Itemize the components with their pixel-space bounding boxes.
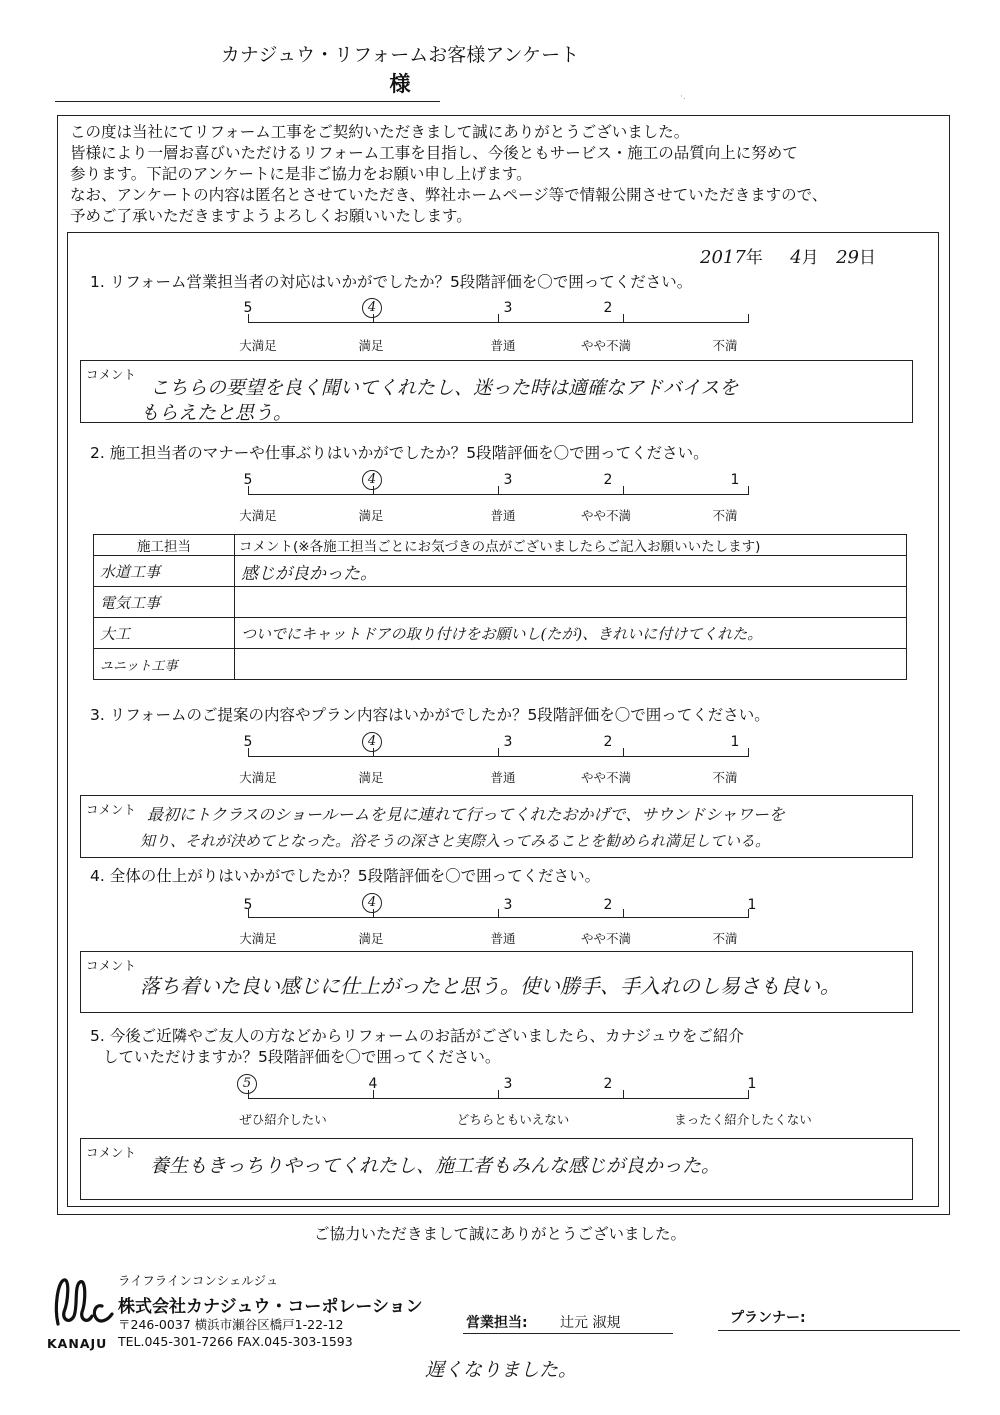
date-year-unit: 年	[745, 248, 763, 268]
intro-line: この度は当社にてリフォーム工事をご契約いただきまして誠にありがとうございました。	[70, 123, 690, 141]
company-address: 〒246-0037 横浜市瀬谷区橋戸1-22-12	[118, 1317, 344, 1332]
selected-rating-circle: 4	[362, 893, 382, 913]
date-day: 29	[836, 247, 859, 268]
selected-rating-circle: 4	[362, 732, 382, 752]
comment-q4-line1: 落ち着いた良い感じに仕上がったと思う。使い勝手、手入れのし易さも良い。	[140, 974, 840, 998]
comment-label: コメント	[86, 802, 137, 817]
date-year: 2017	[700, 247, 746, 268]
intro-text	[70, 122, 940, 227]
intro-line: 参ります。下記のアンケートに是非ご協力をお願い申し上げます。	[70, 165, 532, 183]
scale-num-1: 1	[747, 897, 757, 913]
table-row	[94, 618, 907, 649]
scale-label: 大満足	[239, 338, 277, 353]
company-tagline: ライフラインコンシェルジュ	[118, 1273, 279, 1288]
company-name: 株式会社カナジュウ・コーポレーション	[118, 1297, 423, 1317]
handwritten-note: 遅くなりました。	[425, 1359, 578, 1381]
scale-num-2: 2	[603, 897, 613, 913]
scale-num-5: 5	[243, 897, 253, 913]
worker-comment	[235, 649, 907, 680]
comment-label: コメント	[86, 367, 137, 382]
comment-label: コメント	[86, 1145, 137, 1160]
comment-q5-line1: 養生もきっちりやってくれたし、施工者もみんな感じが良かった。	[150, 1155, 721, 1177]
selected-rating-circle: 5	[237, 1074, 257, 1094]
comment-label: コメント	[86, 958, 137, 973]
comment-q3-line1: 最初にトクラスのショールームを見に連れて行ってくれたおかげで、サウンドシャワーを	[147, 805, 785, 824]
table-row	[94, 649, 907, 680]
scale-label: 普通	[490, 931, 516, 946]
scale-label: やや不満	[580, 508, 631, 523]
scale-label: 不満	[712, 338, 738, 353]
date-month: 4	[790, 247, 802, 268]
scale-num-5: 5	[243, 734, 253, 750]
scale-num-3: 3	[503, 897, 513, 913]
worker-comment: ついでにキャットドアの取り付けをお願いし(たが)、きれいに付けてくれた。	[235, 618, 907, 649]
table-header-worker: 施工担当	[94, 535, 235, 556]
scale-label: 満足	[358, 931, 384, 946]
scale-num-1: 1	[747, 1076, 757, 1092]
selected-rating-circle: 4	[362, 298, 382, 318]
scale-tick	[623, 748, 624, 757]
table-row	[94, 556, 907, 587]
sales-rep-underline	[463, 1333, 673, 1334]
scan-speck: ·.	[680, 92, 686, 102]
scale-num-2: 2	[603, 734, 613, 750]
scale-tick	[748, 314, 749, 323]
scale-tick	[623, 1090, 624, 1099]
scale-num-1: 1	[730, 734, 740, 750]
worker-comment	[235, 587, 907, 618]
scale-num-5: 5	[243, 472, 253, 488]
question-5-line1: 5. 今後ご近隣やご友人の方などからリフォームのお話がございましたら、カナジュウをご紹介	[90, 1027, 744, 1045]
scale-label: どちらともいえない	[456, 1112, 570, 1127]
worker-name: 電気工事	[94, 587, 235, 618]
worker-name: ユニット工事	[94, 649, 235, 680]
scale-tick	[748, 748, 749, 757]
worker-name: 水道工事	[94, 556, 235, 587]
scale-label: 満足	[358, 508, 384, 523]
scale-label: 大満足	[239, 508, 277, 523]
scale-num-4: 4	[368, 1076, 378, 1092]
kanaju-logo-icon	[52, 1272, 117, 1332]
scale-label: 満足	[358, 770, 384, 785]
scale-label: 満足	[358, 338, 384, 353]
scale-tick	[748, 486, 749, 495]
response-date	[700, 243, 876, 268]
scale-tick	[623, 314, 624, 323]
survey-title: カナジュウ・リフォームお客様アンケート	[220, 44, 580, 66]
question-4: 4. 全体の仕上がりはいかがでしたか？5段階評価を〇で囲ってください。	[90, 867, 601, 885]
scale-label: 普通	[490, 338, 516, 353]
logo-word: KANAJU	[47, 1336, 108, 1351]
scale-label: 不満	[712, 931, 738, 946]
sales-rep-label: 営業担当:	[466, 1315, 528, 1331]
scale-num-2: 2	[603, 472, 613, 488]
scale-label: ぜひ紹介したい	[239, 1112, 327, 1127]
table-header-comment: コメント(※各施工担当ごとにお気づきの点がございましたらご記入お願いいたします)	[235, 535, 907, 556]
scale-num-2: 2	[603, 1076, 613, 1092]
sales-rep-name: 辻元 淑規	[560, 1315, 621, 1331]
company-phone-fax: TEL.045-301-7266 FAX.045-303-1593	[118, 1334, 353, 1349]
closing-thanks: ご協力いただきまして誠にありがとうございました。	[313, 1225, 686, 1243]
question-2: 2. 施工担当者のマナーや仕事ぶりはいかがでしたか？5段階評価を〇で囲ってください。	[90, 444, 709, 462]
scale-num-3: 3	[503, 472, 513, 488]
comment-q1-line1: こちらの要望を良く聞いてくれたし、迷った時は適確なアドバイスを	[150, 377, 739, 399]
scale-num-2: 2	[603, 300, 613, 316]
scale-num-3: 3	[503, 734, 513, 750]
scale-label: まったく紹介したくない	[674, 1112, 812, 1127]
scale-tick	[623, 909, 624, 918]
scale-label: 普通	[490, 508, 516, 523]
customer-name-line	[55, 101, 440, 102]
worker-comment-table	[93, 534, 907, 680]
scale-label: やや不満	[580, 931, 631, 946]
scale-label: やや不満	[580, 338, 631, 353]
question-5-line2: していただけますか？5段階評価を〇で囲ってください。	[103, 1048, 501, 1066]
scale-num-3: 3	[503, 1076, 513, 1092]
scale-label: 大満足	[239, 931, 277, 946]
scale-label: やや不満	[580, 770, 631, 785]
date-month-unit: 月	[801, 248, 819, 268]
customer-honorific: 様	[389, 72, 411, 96]
scale-label: 不満	[712, 508, 738, 523]
comment-q3-line2: 知り、それが決めてとなった。浴そうの深さと実際入ってみることを勧められ満足している。	[140, 832, 771, 850]
scale-label: 不満	[712, 770, 738, 785]
question-3: 3. リフォームのご提案の内容やプラン内容はいかがでしたか？5段階評価を〇で囲ってください。	[90, 706, 770, 724]
date-day-unit: 日	[858, 248, 876, 268]
scale-num-1: 1	[730, 472, 740, 488]
comment-q1-line2: もらえたと思う。	[140, 402, 293, 424]
table-header-row	[94, 535, 907, 556]
table-row	[94, 587, 907, 618]
worker-name: 大工	[94, 618, 235, 649]
intro-line: なお、アンケートの内容は匿名とさせていただき、弊社ホームページ等で情報公開させていただきますので、	[70, 186, 828, 204]
selected-rating-circle: 4	[362, 470, 382, 490]
intro-line: 予めご了承いただきますようよろしくお願いいたします。	[70, 207, 472, 225]
scale-num-5: 5	[243, 300, 253, 316]
question-1: 1. リフォーム営業担当者の対応はいかがでしたか？5段階評価を〇で囲ってください。	[90, 273, 693, 291]
scale-label: 大満足	[239, 770, 277, 785]
intro-line: 皆様により一層お喜びいただけるリフォーム工事を目指し、今後ともサービス・施工の品質向上に努めて	[70, 144, 798, 162]
planner-underline	[718, 1330, 960, 1331]
scale-label: 普通	[490, 770, 516, 785]
scale-tick	[623, 486, 624, 495]
planner-label: プランナー:	[730, 1310, 806, 1326]
worker-comment: 感じが良かった。	[235, 556, 907, 587]
scale-num-3: 3	[503, 300, 513, 316]
